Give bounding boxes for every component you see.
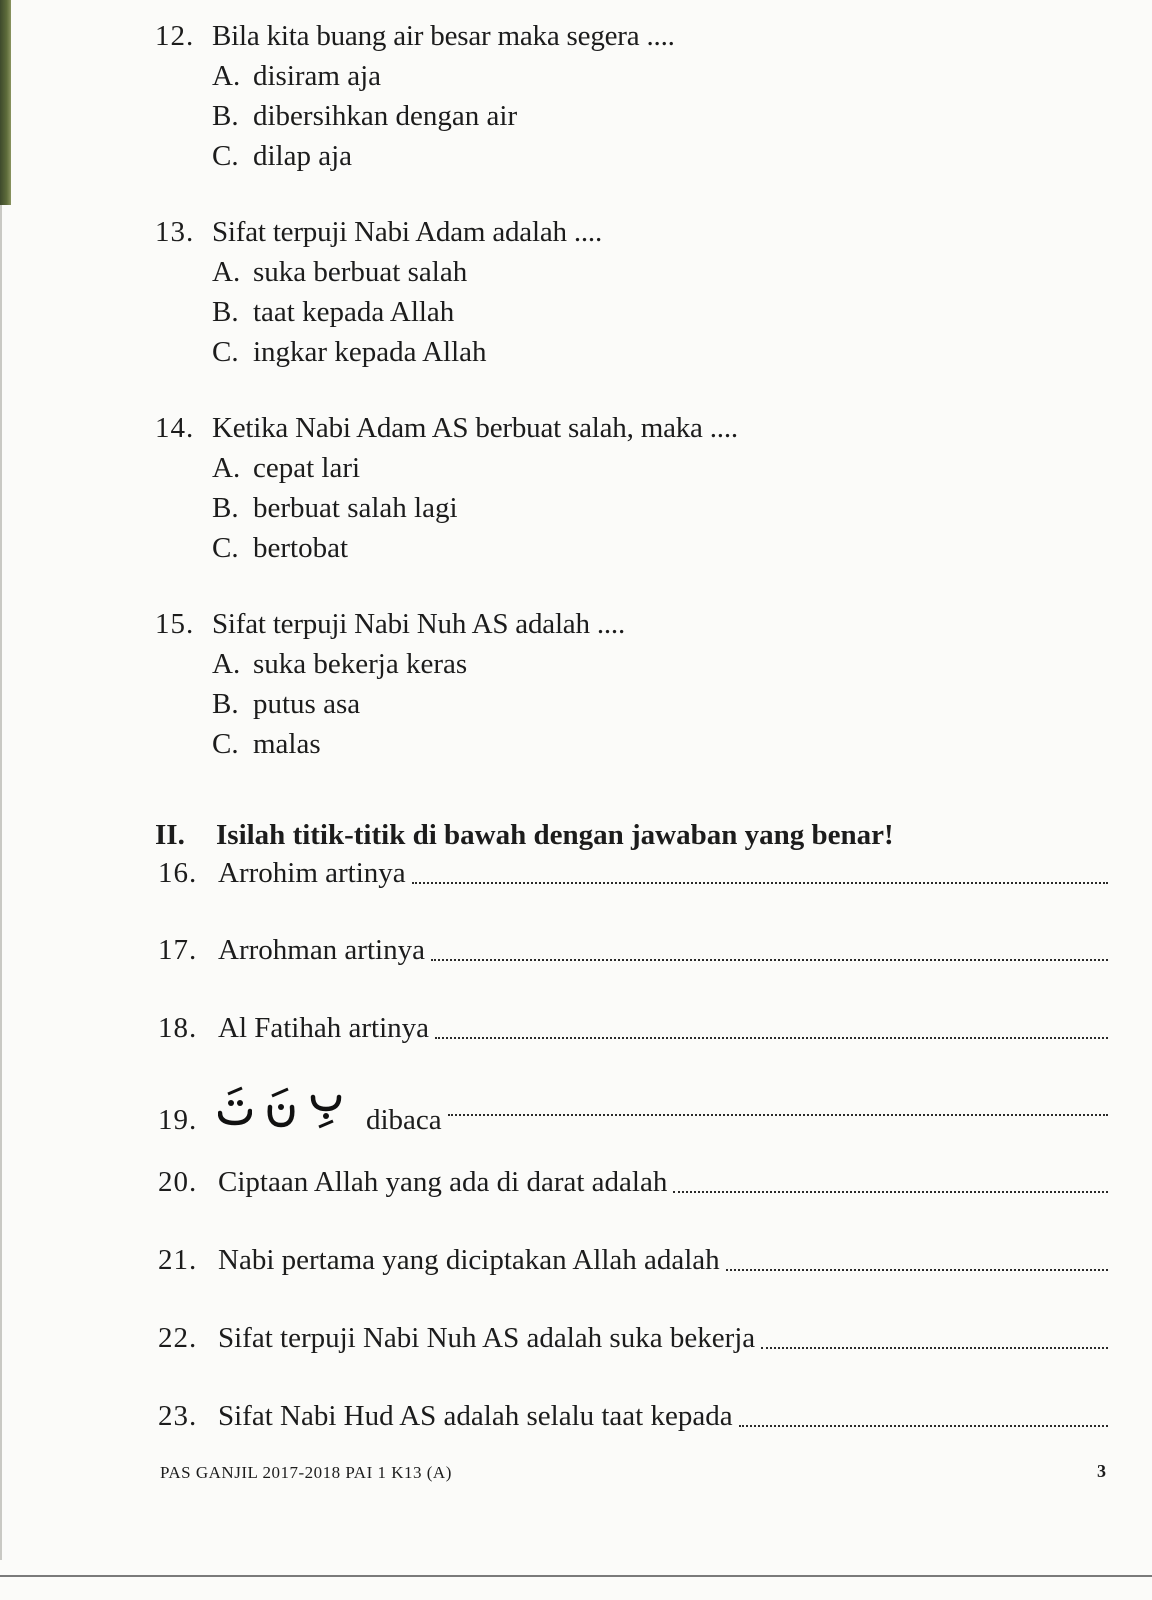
item-text: Arrohim artinya <box>218 857 406 889</box>
item-number: 19. <box>158 1104 198 1136</box>
item-number: 18. <box>158 1012 198 1044</box>
item-number: 16. <box>158 857 198 889</box>
item-number: 22. <box>158 1322 198 1354</box>
item-number: 17. <box>158 934 198 966</box>
option-c: C. ingkar kepada Allah <box>212 336 487 368</box>
fill-item-21 <box>158 1240 1108 1280</box>
option-a: A. suka berbuat salah <box>212 256 468 288</box>
answer-blank[interactable] <box>673 1189 1108 1193</box>
arabic-nun-fathah <box>266 1085 296 1129</box>
question-text: Ketika Nabi Adam AS berbuat salah, maka .... <box>212 412 738 444</box>
arabic-ta-fathah <box>218 1085 252 1129</box>
question-15 <box>155 604 625 764</box>
answer-blank[interactable] <box>435 1035 1108 1039</box>
fill-item-16 <box>158 853 1108 893</box>
item-text: dibaca <box>366 1104 442 1136</box>
item-text: Nabi pertama yang diciptakan Allah adalah <box>218 1244 720 1276</box>
section-heading <box>155 815 894 855</box>
option-b: B. berbuat salah lagi <box>212 492 458 524</box>
arabic-ba-kasrah <box>310 1085 342 1129</box>
fill-item-22 <box>158 1318 1108 1358</box>
item-number: 21. <box>158 1244 198 1276</box>
option-c: C. dilap aja <box>212 140 353 172</box>
option-c: C. bertobat <box>212 532 349 564</box>
option-a: A. disiram aja <box>212 60 382 92</box>
option-b: B. taat kepada Allah <box>212 296 455 328</box>
answer-blank[interactable] <box>761 1345 1108 1349</box>
option-b: B. dibersihkan dengan air <box>212 100 518 132</box>
section-instruction: Isilah titik-titik di bawah dengan jawaban yang benar! <box>216 819 894 851</box>
answer-blank[interactable] <box>739 1423 1108 1427</box>
fill-item-20 <box>158 1162 1108 1202</box>
option-c: C. malas <box>212 728 321 760</box>
fill-item-23 <box>158 1396 1108 1436</box>
page-number: 3 <box>1097 1461 1106 1481</box>
question-number: 14. <box>155 412 195 444</box>
question-number: 15. <box>155 608 195 640</box>
question-13 <box>155 212 602 372</box>
item-text: Sifat terpuji Nabi Nuh AS adalah suka bekerja <box>218 1322 756 1354</box>
bottom-rule <box>0 1575 1152 1577</box>
arabic-letters <box>218 1085 342 1129</box>
answer-blank[interactable] <box>412 880 1108 884</box>
item-text: Al Fatihah artinya <box>218 1012 430 1044</box>
page-edge-line <box>0 205 2 1560</box>
section-roman: II. <box>155 819 185 851</box>
fill-item-18 <box>158 1008 1108 1048</box>
option-a: A. suka bekerja keras <box>212 648 468 680</box>
item-number: 20. <box>158 1166 198 1198</box>
question-14 <box>155 408 738 568</box>
item-text: Arrohman artinya <box>218 934 425 966</box>
answer-blank[interactable] <box>431 957 1108 961</box>
question-number: 13. <box>155 216 195 248</box>
item-text: Ciptaan Allah yang ada di darat adalah <box>218 1166 668 1198</box>
question-text: Sifat terpuji Nabi Adam adalah .... <box>212 216 603 248</box>
option-b: B. putus asa <box>212 688 361 720</box>
question-12 <box>155 16 675 176</box>
item-number: 23. <box>158 1400 198 1432</box>
footer-text: PAS GANJIL 2017-2018 PAI 1 K13 (A) <box>160 1463 452 1482</box>
fill-item-19 <box>158 1085 1108 1136</box>
binding-edge <box>0 0 11 205</box>
answer-blank[interactable] <box>726 1267 1108 1271</box>
fill-item-17 <box>158 930 1108 970</box>
question-number: 12. <box>155 20 195 52</box>
question-text: Sifat terpuji Nabi Nuh AS adalah .... <box>212 608 626 640</box>
answer-blank[interactable] <box>448 1112 1108 1116</box>
item-text: Sifat Nabi Hud AS adalah selalu taat kepada <box>218 1400 733 1432</box>
option-a: A. cepat lari <box>212 452 361 484</box>
question-text: Bila kita buang air besar maka segera .... <box>212 20 675 52</box>
